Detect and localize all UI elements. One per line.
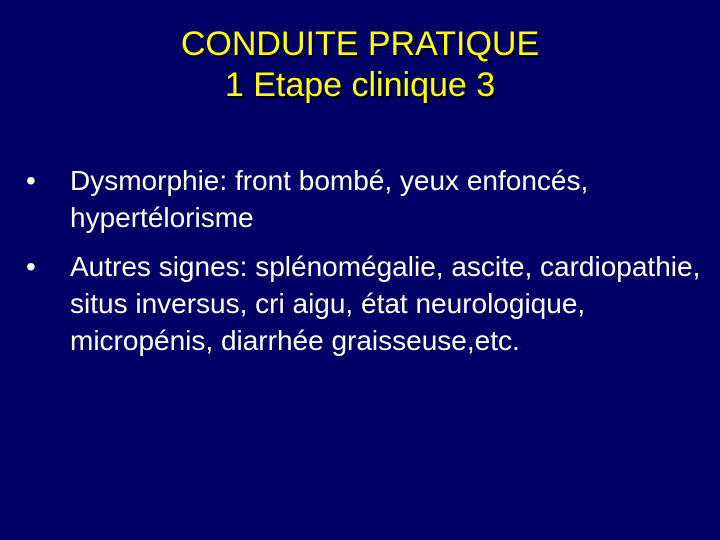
bullet-dot-icon: • xyxy=(26,165,36,196)
slide-title-line-1: CONDUITE PRATIQUE xyxy=(180,25,540,63)
bullet-text: Autres signes: splénomégalie, ascite, cardiopathie, situs inversus, cri aigu, état neurologique, micropénis, diarrhée graisseuse,etc. xyxy=(70,251,701,356)
slide-title-line-2: 1 Etape clinique 3 xyxy=(224,66,496,104)
bullet-item-dysmorphie xyxy=(22,162,712,236)
slide-title xyxy=(0,24,720,106)
bullet-dot-icon: • xyxy=(26,251,36,282)
bullet-text: Dysmorphie: front bombé, yeux enfoncés, hypertélorisme xyxy=(70,165,589,233)
bullet-list xyxy=(22,162,712,371)
bullet-item-autres-signes xyxy=(22,248,712,359)
